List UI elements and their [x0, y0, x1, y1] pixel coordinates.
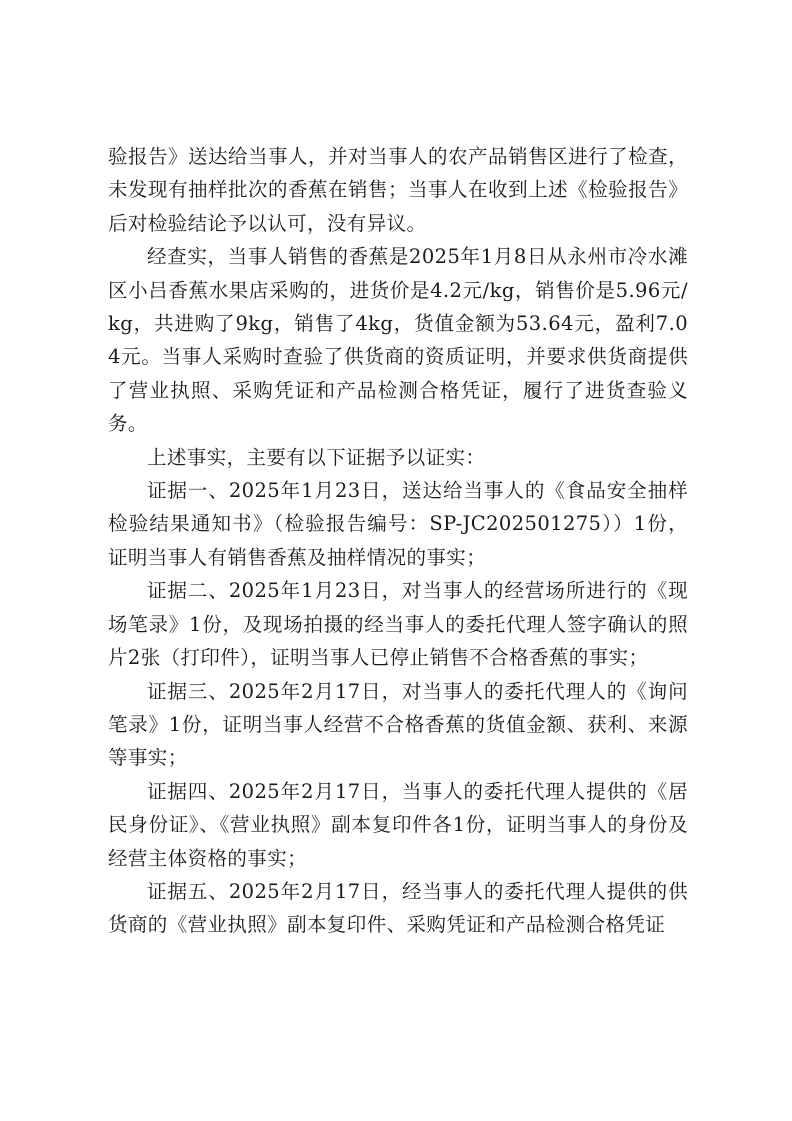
paragraph-evidence-intro: 上述事实，主要有以下证据予以证实：: [147, 445, 486, 469]
paragraph-evidence-3: 证据三、2025年2月17日，对当事人的委托代理人的《询问笔录》1份，证明当事人经营不合格香蕉的货值金额、获利、来源等事实；: [108, 679, 688, 770]
document-body: [108, 140, 688, 942]
paragraph-investigation-facts: 经查实，当事人销售的香蕉是2025年1月8日从永州市冷水滩区小吕香蕉水果店采购的，进货价是4.2元/kg，销售价是5.96元/kg，共进购了9kg，销售了4kg，货值金额为53.64元，盈利7.04元。当事人采购时查验了供货商的资质证明，并要求供货商提供了营业执照、采购凭证和产品检测合格凭证，履行了进货查验义务。: [108, 245, 688, 436]
paragraph-inspection-result: 验报告》送达给当事人，并对当事人的农产品销售区进行了检查，未发现有抽样批次的香蕉在销售；当事人在收到上述《检验报告》后对检验结论予以认可，没有异议。: [108, 145, 688, 235]
paragraph-evidence-2: 证据二、2025年1月23日，对当事人的经营场所进行的《现场笔录》1份，及现场拍摄的经当事人的委托代理人签字确认的照片2张（打印件），证明当事人已停止销售不合格香蕉的事实；: [108, 579, 688, 670]
paragraph-evidence-1: 证据一、2025年1月23日，送达给当事人的《食品安全抽样检验结果通知书》（检验报告编号：SP-JC202501275））1份，证明当事人有销售香蕉及抽样情况的事实；: [108, 479, 688, 569]
paragraph-evidence-4: 证据四、2025年2月17日，当事人的委托代理人提供的《居民身份证》、《营业执照》副本复印件各1份，证明当事人的身份及经营主体资格的事实；: [108, 779, 688, 870]
paragraph-evidence-5: 证据五、2025年2月17日，经当事人的委托代理人提供的供货商的《营业执照》副本复印件、采购凭证和产品检测合格凭证: [108, 879, 688, 937]
